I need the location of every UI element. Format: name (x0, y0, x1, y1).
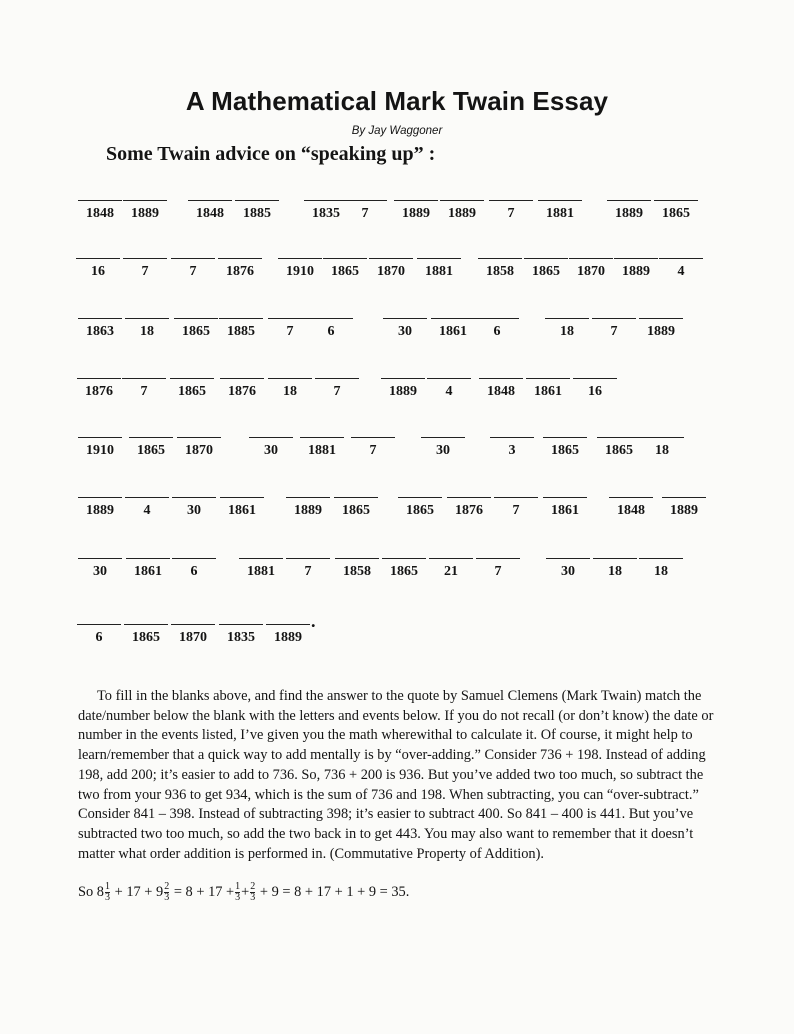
answer-blank[interactable]: 1889 (78, 497, 122, 519)
answer-blank[interactable]: 1889 (123, 200, 167, 222)
equation-part: + (241, 884, 250, 900)
answer-blank[interactable]: 7 (268, 318, 312, 340)
answer-blank[interactable]: 1889 (440, 200, 484, 222)
fraction-denominator: 3 (105, 892, 110, 904)
answer-blank[interactable]: 1861 (126, 558, 170, 580)
answer-blank[interactable]: 6 (172, 558, 216, 580)
answer-blank[interactable]: 16 (76, 258, 120, 280)
answer-blank[interactable]: 6 (309, 318, 353, 340)
answer-blank[interactable]: 1865 (323, 258, 367, 280)
fraction-numerator: 2 (250, 881, 256, 893)
answer-blank[interactable]: 4 (427, 378, 471, 400)
fraction (250, 882, 255, 903)
answer-blank[interactable]: 1876 (220, 378, 264, 400)
answer-blank[interactable]: 30 (78, 558, 122, 580)
answer-blank[interactable]: 18 (639, 558, 683, 580)
answer-blank[interactable]: 1848 (188, 200, 232, 222)
answer-blank[interactable]: 6 (77, 624, 121, 646)
answer-blank[interactable]: 1848 (479, 378, 523, 400)
fraction-denominator: 3 (250, 892, 256, 904)
answer-blank[interactable]: 1848 (609, 497, 653, 519)
answer-blank[interactable]: 1870 (369, 258, 413, 280)
fraction-denominator: 3 (235, 892, 241, 904)
instructions-paragraph: To fill in the blanks above, and find the answer to the quote by Samuel Clemens (Mark Twain) match the date/number below the blank with the letters and events below. If you do not recall (or don’t know) the date or number in the events listed, I’ve given you the math wherewithal to calculate it. Of course, it might help to learn/remember that a quick way to add mentally is by “over-adding.” Consider 736 + 198. Instead of adding 198, add 200; it’s easier to add to 736. So, 736 + 200 is 936. But you’ve added two too much, so subtract the two from your 936 to get 934, which is the sum of 736 and 198. When subtracting, you can “over-subtract.” Consider 841 – 398. Instead of subtracting 398; it’s easier to subtract 400. So 841 – 400 is 441. But you’ve subtracted two too much, so add the two back in to get 443. You may also want to remember that it doesn’t matter what order addition is performed in. (Commutative Property of Addition). (78, 688, 714, 862)
answer-blank[interactable]: 1858 (335, 558, 379, 580)
answer-blank[interactable]: 3 (490, 437, 534, 459)
puzzle-subtitle: Some Twain advice on “speaking up” : (106, 143, 436, 165)
answer-blank[interactable]: 1889 (662, 497, 706, 519)
example-equation (78, 882, 409, 903)
answer-blank[interactable]: 1889 (394, 200, 438, 222)
answer-blank[interactable]: 1889 (607, 200, 651, 222)
answer-blank[interactable]: 1861 (431, 318, 475, 340)
answer-blank[interactable]: 30 (172, 497, 216, 519)
answer-blank[interactable]: 1889 (614, 258, 658, 280)
answer-blank[interactable]: 30 (383, 318, 427, 340)
equation-suffix: + 9 = 8 + 17 + 1 + 9 = 35. (259, 884, 410, 900)
instructions-block (78, 687, 718, 864)
answer-blank[interactable]: 7 (315, 378, 359, 400)
answer-blank[interactable]: 7 (476, 558, 520, 580)
answer-blank[interactable]: 1889 (286, 497, 330, 519)
answer-blank[interactable]: 1865 (398, 497, 442, 519)
answer-blank[interactable]: 1865 (170, 378, 214, 400)
answer-blank[interactable]: 1870 (569, 258, 613, 280)
fraction-numerator: 1 (105, 881, 110, 893)
fraction (164, 882, 169, 903)
answer-blank[interactable]: 1848 (78, 200, 122, 222)
answer-blank[interactable]: 1865 (129, 437, 173, 459)
answer-blank[interactable]: 1861 (543, 497, 587, 519)
answer-blank[interactable]: 7 (592, 318, 636, 340)
answer-blank[interactable]: 1881 (239, 558, 283, 580)
answer-blank[interactable]: 7 (351, 437, 395, 459)
answer-blank[interactable]: 1865 (654, 200, 698, 222)
answer-blank[interactable]: 1858 (478, 258, 522, 280)
answer-blank[interactable]: 1876 (447, 497, 491, 519)
answer-blank[interactable]: 1870 (177, 437, 221, 459)
answer-blank[interactable]: 1910 (278, 258, 322, 280)
answer-blank[interactable]: 7 (122, 378, 166, 400)
answer-blank[interactable]: 1865 (174, 318, 218, 340)
answer-blank[interactable]: 1865 (124, 624, 168, 646)
answer-blank[interactable]: 1861 (526, 378, 570, 400)
answer-blank[interactable]: 1835 (304, 200, 348, 222)
puzzle-end-period: . (311, 611, 316, 631)
answer-blank[interactable]: 30 (249, 437, 293, 459)
fraction (105, 882, 110, 903)
answer-blank[interactable]: 6 (475, 318, 519, 340)
answer-blank[interactable]: 7 (286, 558, 330, 580)
answer-blank[interactable]: 16 (573, 378, 617, 400)
answer-blank[interactable]: 30 (421, 437, 465, 459)
answer-blank[interactable]: 1881 (417, 258, 461, 280)
answer-blank[interactable]: 7 (489, 200, 533, 222)
answer-blank[interactable]: 1889 (381, 378, 425, 400)
answer-blank[interactable]: 1865 (597, 437, 641, 459)
answer-blank[interactable]: 21 (429, 558, 473, 580)
answer-blank[interactable]: 1889 (639, 318, 683, 340)
answer-blank[interactable]: 1889 (266, 624, 310, 646)
answer-blank[interactable]: 18 (640, 437, 684, 459)
answer-blank[interactable]: 7 (171, 258, 215, 280)
fraction-denominator: 3 (164, 892, 170, 904)
answer-blank[interactable]: 1885 (219, 318, 263, 340)
answer-blank[interactable]: 1865 (524, 258, 568, 280)
answer-blank[interactable]: 18 (125, 318, 169, 340)
answer-blank[interactable]: 1870 (171, 624, 215, 646)
fraction-numerator: 2 (164, 881, 170, 893)
answer-blank[interactable]: 18 (268, 378, 312, 400)
answer-blank[interactable]: 1876 (218, 258, 262, 280)
answer-blank[interactable]: 1865 (382, 558, 426, 580)
answer-blank[interactable]: 1861 (220, 497, 264, 519)
answer-blank[interactable]: 1876 (77, 378, 121, 400)
answer-blank[interactable]: 4 (125, 497, 169, 519)
page-title: A Mathematical Mark Twain Essay (185, 86, 609, 116)
answer-blank[interactable]: 7 (123, 258, 167, 280)
answer-blank[interactable]: 1885 (235, 200, 279, 222)
author-byline: By Jay Waggoner (351, 125, 443, 137)
answer-blank[interactable]: 1835 (219, 624, 263, 646)
answer-blank[interactable]: 18 (593, 558, 637, 580)
answer-blank[interactable]: 1881 (300, 437, 344, 459)
equation-prefix: So 8 (78, 884, 104, 900)
answer-blank[interactable]: 1863 (78, 318, 122, 340)
answer-blank[interactable]: 4 (659, 258, 703, 280)
answer-blank[interactable]: 7 (343, 200, 387, 222)
equation-part: + 17 + 9 (114, 884, 164, 900)
answer-blank[interactable]: 30 (546, 558, 590, 580)
fraction (235, 882, 240, 903)
answer-blank[interactable]: 18 (545, 318, 589, 340)
answer-blank[interactable]: 1865 (543, 437, 587, 459)
answer-blank[interactable]: 7 (494, 497, 538, 519)
equation-part: = 8 + 17 + (173, 884, 235, 900)
answer-blank[interactable]: 1865 (334, 497, 378, 519)
answer-blank[interactable]: 1881 (538, 200, 582, 222)
fraction-numerator: 1 (235, 881, 241, 893)
answer-blank[interactable]: 1910 (78, 437, 122, 459)
